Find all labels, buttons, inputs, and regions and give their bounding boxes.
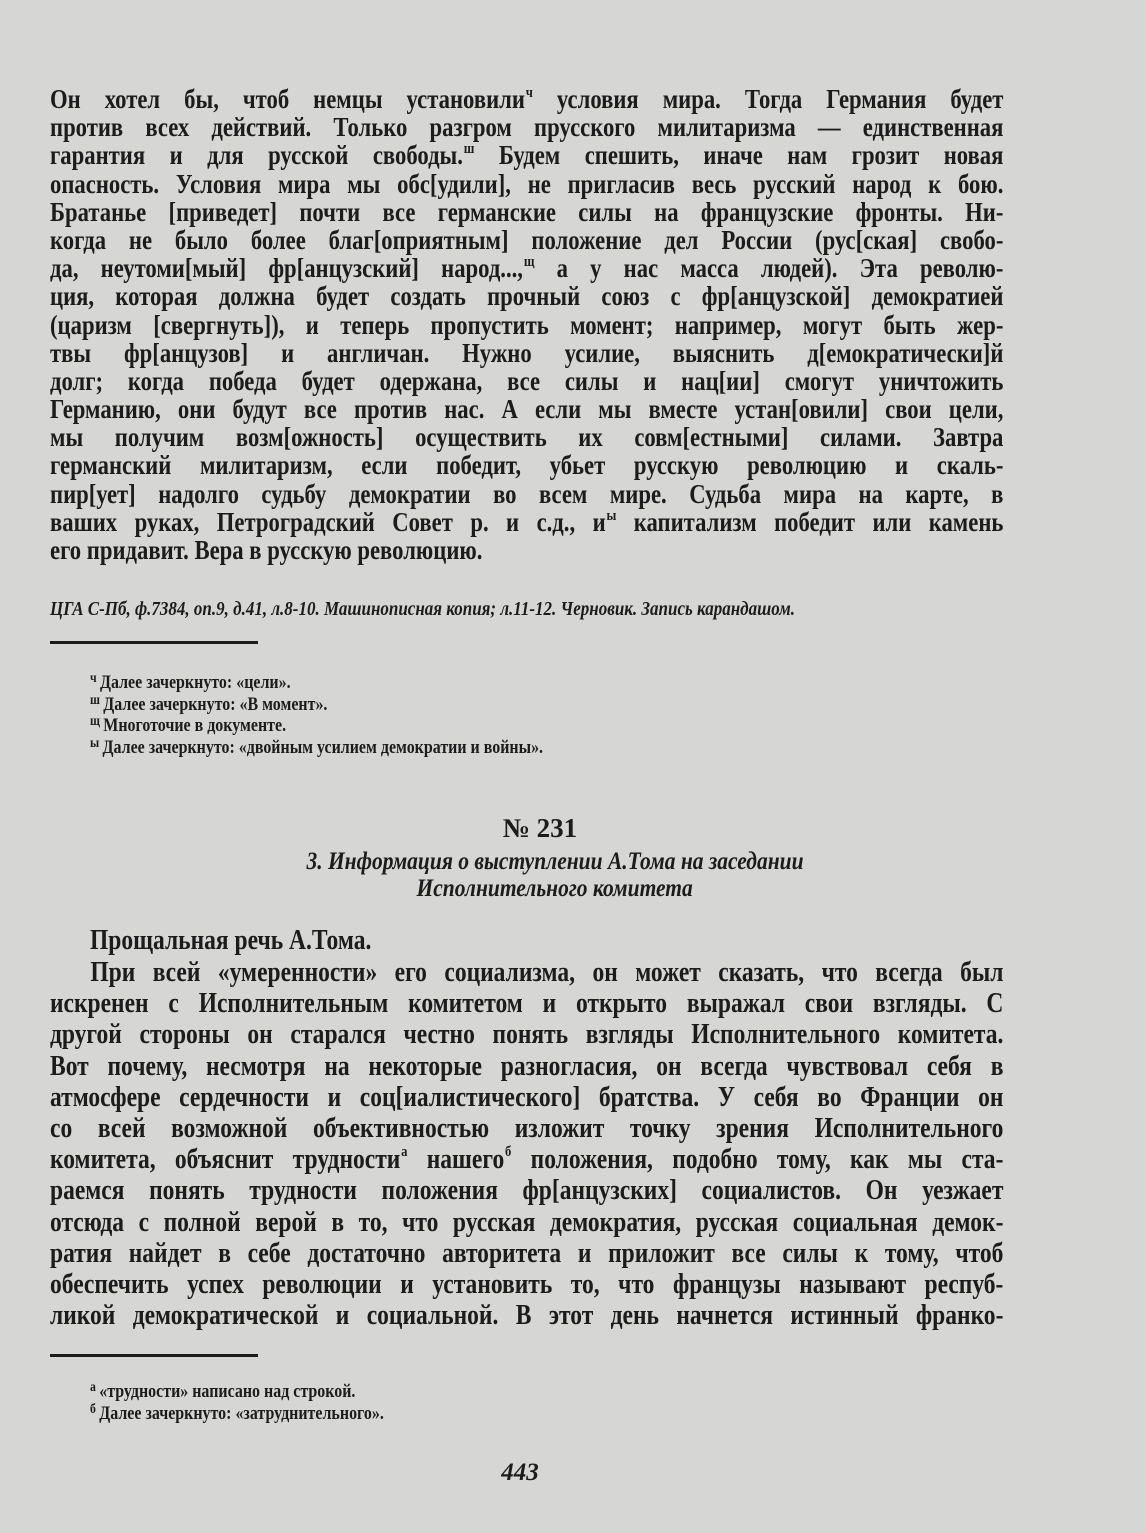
text-segment: гарантия и для русской свободы. [50,140,463,171]
footnote-text: «трудности» написано над строкой. [99,1381,356,1402]
text-segment: капитализм победит или камень [616,506,1004,537]
text-line: При всей «умеренности» его социализма, он может сказать, что всегда был [90,957,1004,988]
text-line: ликой демократической и социальной. В этот день начнется истинный франко- [50,1300,1004,1332]
text-line: долг; когда победа будет одержана, все силы и нац[ии] смогут уничтожить [50,365,1004,396]
footnote-mark: ы [90,735,100,751]
footnote [90,1403,384,1424]
text-line: искренен с Исполнительным комитетом и открыто выражал свои взгляды. С [50,988,1004,1020]
footnote-mark: а [90,1380,96,1395]
footnote-text: Далее зачеркнуто: «двойным усилием демократии и войны». [102,736,544,758]
text-segment: положения, подобно тому, как мы ста- [511,1144,1004,1176]
text-line: ратия найдет в себе достаточно авторитета и приложит все силы к тому, чтоб [50,1237,1004,1269]
footnote [90,737,543,758]
text-line: отсюда с полной верой в то, что русская демократия, русская социальная демок- [50,1206,1004,1238]
footnote-text: Далее зачеркнуто: «В момент». [103,693,328,715]
text-line: Братанье [приведет] почти все германские силы на французские фронты. Ни- [50,196,1004,227]
title-text: 3. Информация о выступлении А.Тома на заседании [306,848,804,875]
text-line: германский милитаризм, если победит, убьет русскую революцию и скаль- [50,450,1004,481]
text-line: против всех действий. Только разгром прусского милитаризма — единственная [50,112,1004,143]
text-line: ция, которая должна будет создать прочный союз с фр[анцузской] демократией [50,281,1004,312]
text-line [50,254,1003,282]
document-number: № 231 [502,813,578,843]
text-line: пир[ует] надолго судьбу демократии во всем мире. Судьба мира на карте, в [50,478,1004,509]
speech-heading: Прощальная речь А.Тома. [90,925,372,956]
document-231-body [50,957,1146,1331]
text-segment: условия мира. Тогда Германия будет [532,84,1004,114]
footnote-mark: щ [90,714,100,729]
footnote-divider [50,1354,258,1357]
footnote [90,694,327,715]
page-number: 443 [501,1459,539,1486]
footnote-text: Далее зачеркнуто: «затруднительного». [99,1402,384,1424]
footnote-ref: ш [463,141,475,158]
text-line [50,85,1003,113]
footnote-mark: ч [90,671,97,686]
text-line: раемся понять трудности положения фр[анцузских] социалистов. Он уезжает [50,1175,1004,1207]
text-segment: комитета, объяснит трудности [50,1144,401,1176]
text-line [50,1144,1003,1175]
text-line [50,508,1003,536]
document-text-body [50,85,1146,564]
footnote-ref: а [401,1144,408,1161]
text-segment: Он хотел бы, чтоб немцы установили [50,84,525,114]
title-text: Исполнительного комитета [416,875,694,902]
text-line: мы получим возм[ожность] осуществить их совм[естными] силами. Завтра [50,422,1004,453]
text-line: когда не было более благ[оприятным] положение дел России (рус[ская] свобо- [50,224,1004,255]
text-line [50,141,1003,169]
text-line: атмосфере сердечности и соц[иалистического] братства. У себя во Франции он [50,1081,1004,1113]
document-title-line [0,849,1110,875]
footnote-text: Далее зачеркнуто: «цели». [100,672,291,693]
text-line: со всей возможной объективностью изложит точку зрения Исполнительного [50,1112,1004,1144]
footnote [90,672,291,693]
text-line: обеспечить успех революции и установить то, что французы называют респуб- [50,1268,1004,1300]
text-line: (царизм [свергнуть]), и теперь пропустить момент; например, могут быть жер- [50,309,1004,340]
text-line: твы фр[анцузов] и англичан. Нужно усилие, выяснить д[емократически]й [50,337,1004,368]
text-segment: а у нас масса людей). Эта револю- [534,253,1004,284]
text-line: Германию, они будут все против нас. А если мы вместе устан[овили] свои цели, [50,394,1004,425]
footnote-divider [50,641,258,644]
footnote-ref: ч [525,85,533,101]
footnote-mark: б [90,1401,96,1417]
footnote-ref: щ [523,254,535,271]
text-segment: да, неутоми[мый] фр[анцузский] народ..., [50,253,523,284]
footnote-ref: б [505,1144,512,1161]
archive-source-citation: ЦГА С-Пб, ф.7384, оп.9, д.41, л.8-10. Машинописная копия; л.11-12. Черновик. Запись карандашом. [50,598,795,620]
document-title-line [0,876,1110,902]
text-segment: Будем спешить, иначе нам грозит новая [474,140,1004,171]
footnote [90,715,286,736]
footnote-mark: ш [90,692,100,708]
document-heading-line [90,925,1090,956]
text-line: его придавит. Вера в русскую революцию. [50,535,483,565]
text-line: Вот почему, несмотря на некоторые разногласия, он всегда чувствовал себя в [50,1050,1004,1082]
text-line: опасность. Условия мира мы обс[удили], не пригласив весь русский народ к бою. [50,168,1004,199]
text-segment: ваших руках, Петроградский Совет р. и с.д., и [50,506,606,537]
text-segment: нашего [407,1144,505,1176]
footnote-text: Многоточие в документе. [103,715,287,736]
text-line: другой стороны он старался честно понять взгляды Исполнительного комитета. [50,1019,1004,1051]
footnote [90,1381,355,1402]
footnote-ref: ы [606,507,617,524]
